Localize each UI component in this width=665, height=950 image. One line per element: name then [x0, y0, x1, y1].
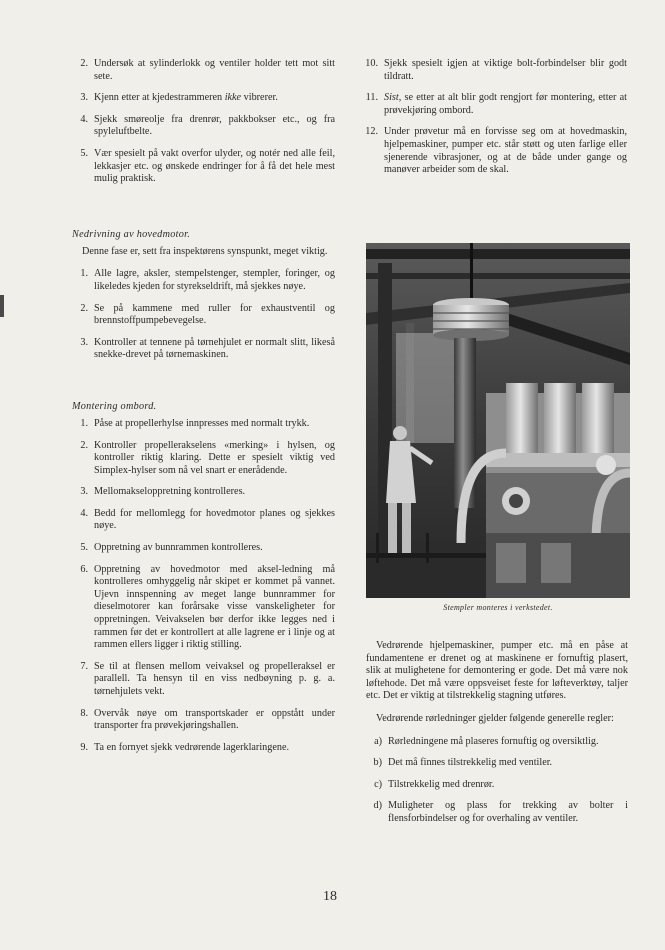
list-item-text: Oppretning av hovedmotor med aksel-ledning må kontrolleres omhyggelig når skipet er kommet på vannet. Ujevn innspenning av meget lange bunnrammer for dieselmotorer kan forårsake visse vanskeligheter for oppretningen. Veivakselen bør derfor ikke legges ned i rammen før det er kontrollert at alle lagrene er i linje og at rammen ellers ligger i riktig stilling.	[94, 563, 335, 651]
list-item	[72, 268, 335, 293]
list-item-text: Kontroller at tennene på tørnehjulet er normalt slitt, likeså snekke-drevet på tørnemaskinen.	[94, 336, 335, 361]
rorledninger-rules-list	[366, 736, 628, 826]
list-item-text: Vær spesielt på vakt overfor ulyder, og notér ned alle feil, lekkasjer etc. og ønskede endringer for å få det hele mest mulig praktisk.	[94, 147, 335, 185]
list-item	[72, 440, 335, 478]
list-item-number: b)	[373, 757, 382, 769]
list-item-number: 2.	[80, 302, 88, 314]
list-item-text	[94, 92, 335, 105]
list-item-number: 1.	[80, 268, 88, 280]
list-item-number: 2.	[80, 58, 88, 69]
list-item-number: 12.	[365, 126, 378, 138]
page-number: 18	[323, 889, 337, 904]
list-item-number: 3.	[80, 336, 88, 348]
list-item	[72, 542, 335, 555]
list-item	[72, 708, 335, 733]
list-item	[366, 757, 628, 770]
list-item	[72, 114, 335, 139]
list-item-number: 11.	[365, 92, 378, 104]
inspection-list-continued	[72, 58, 335, 186]
list-item-number: 3.	[80, 486, 88, 498]
list-item	[366, 779, 628, 792]
list-item-text: Tilstrekkelig med drenrør.	[388, 778, 495, 790]
list-item-number: 2.	[80, 439, 88, 451]
list-item-text	[384, 92, 627, 117]
list-item	[362, 58, 627, 83]
list-item-text: Muligheter og plass for trekking av bolter i flensforbindelser og for overhaling av ventiler.	[388, 800, 628, 824]
list-item-text: Rørledningene må plaseres fornuftig og oversiktlig.	[388, 735, 599, 747]
engine-assembly-illustration	[366, 243, 630, 598]
list-item-number: c)	[374, 778, 382, 790]
list-item-number: 4.	[80, 507, 88, 519]
list-item-text: Kontroller propellerakselens «merking» i hylsen, og kontroller riktig klaring. Dette er spesielt viktig ved Simplex-hylser som nå vel snart er enerådende.	[94, 439, 335, 476]
list-item	[72, 486, 335, 499]
list-item	[72, 564, 335, 652]
list-item	[72, 337, 335, 362]
nedrivning-list	[72, 268, 335, 362]
list-item-text: Se til at flensen mellom veivaksel og propelleraksel er parallell. Ta hensyn til en viss nedbøyning p. g. a. tørnehjulets vekt.	[94, 660, 335, 697]
list-item-number: 9.	[80, 741, 88, 753]
list-item-text: Overvåk nøye om transportskader er oppstått under transporter fra prøvekjøringshallen.	[94, 707, 335, 732]
emphasis-text: Sist,	[384, 92, 402, 104]
list-item-number: a)	[374, 735, 382, 747]
list-item-text: Det må finnes tilstrekkelig med ventiler.	[388, 757, 553, 769]
section-intro: Denne fase er, sett fra inspektørens synspunkt, meget viktig.	[82, 245, 328, 257]
left-column	[72, 58, 335, 763]
list-item-number: 4.	[80, 113, 88, 125]
list-item	[72, 92, 335, 105]
list-item	[72, 58, 335, 83]
paragraph-rorledninger: Vedrørende rørledninger gjelder følgende generelle regler:	[376, 712, 614, 724]
list-item-text: Se på kammene med ruller for exhaustventil og brennstoffpumpebevegelse.	[94, 302, 335, 327]
list-item-text: Kjenn etter at kjedestrammeren	[94, 92, 225, 104]
right-bottom-text	[366, 640, 628, 835]
paragraph-hjelpemaskiner: Vedrørende hjelpemaskiner, pumper etc. må en påse at fundamentene er drenet og at maskinene er fornuftig plasert, slik at mulighetene for demontering er gode. Det må være nok løftehode. Det må være oppsveiset feste for løfteverktøy, taljer etc. Det er viktig at tilstrekkelig stagning utføres.	[366, 640, 628, 702]
list-item	[72, 661, 335, 699]
list-item-text: Mellomakseloppretning kontrolleres.	[94, 486, 246, 498]
list-item-number: 1.	[80, 417, 88, 429]
list-item-text: se etter at alt blir godt rengjort før montering, etter at prøvekjøring ombord.	[384, 92, 627, 116]
list-item-text: Sjekk spesielt igjen at viktige bolt-forbindelser blir godt tildratt.	[384, 58, 627, 82]
list-item-text: Undersøk at sylinderlokk og ventiler holder tett mot sitt sete.	[94, 58, 335, 82]
section-heading-montering: Montering ombord.	[72, 400, 157, 412]
list-item-number: 6.	[80, 563, 88, 575]
list-item	[366, 800, 628, 825]
list-item	[72, 148, 335, 186]
list-item-text: Bedd for mellomlegg for hovedmotor planes og sjekkes nøye.	[94, 507, 335, 532]
list-item-text: Ta en fornyet sjekk vedrørende lagerklaringene.	[94, 741, 290, 753]
list-item-number: 5.	[80, 147, 88, 159]
montering-list-continued	[362, 58, 627, 177]
list-item	[366, 736, 628, 749]
list-item	[72, 508, 335, 533]
list-item	[72, 303, 335, 328]
list-item-number: 5.	[80, 542, 88, 554]
list-item-number: d)	[373, 800, 382, 812]
list-item-text: vibrerer.	[241, 92, 278, 104]
photo-caption: Stempler monteres i verkstedet.	[443, 603, 553, 612]
list-item	[72, 418, 335, 431]
list-item-number: 7.	[80, 660, 88, 672]
montering-list	[72, 418, 335, 754]
workshop-photo	[366, 243, 630, 598]
list-item	[72, 742, 335, 755]
section-heading-nedrivning: Nedrivning av hovedmotor.	[72, 228, 191, 240]
list-item-number: 3.	[80, 92, 88, 104]
list-item	[362, 92, 627, 117]
list-item	[362, 126, 627, 176]
list-item-number: 8.	[80, 707, 88, 719]
list-item-text: Påse at propellerhylse innpresses med normalt trykk.	[94, 417, 310, 429]
list-item-text: Sjekk smøreolje fra drenrør, pakkbokser etc., og fra spyleluftbelte.	[94, 113, 335, 138]
emphasis-text: ikke	[224, 92, 242, 104]
list-item-text: Alle lagre, aksler, stempelstenger, stempler, foringer, og likeledes kjeden for styrekseldrift, må sjekkes nøye.	[94, 268, 335, 292]
list-item-text: Under prøvetur må en forvisse seg om at hovedmaskin, hjelpemaskiner, pumper etc. står støtt og uten farlige eller sjenerende vibrasjoner, og at de både under gange og manøver arbeider som de skal.	[384, 126, 627, 176]
list-item-number: 10.	[365, 58, 378, 69]
list-item-text: Oppretning av bunnrammen kontrolleres.	[94, 542, 263, 554]
right-column	[362, 58, 627, 186]
binding-edge-mark	[0, 295, 4, 317]
